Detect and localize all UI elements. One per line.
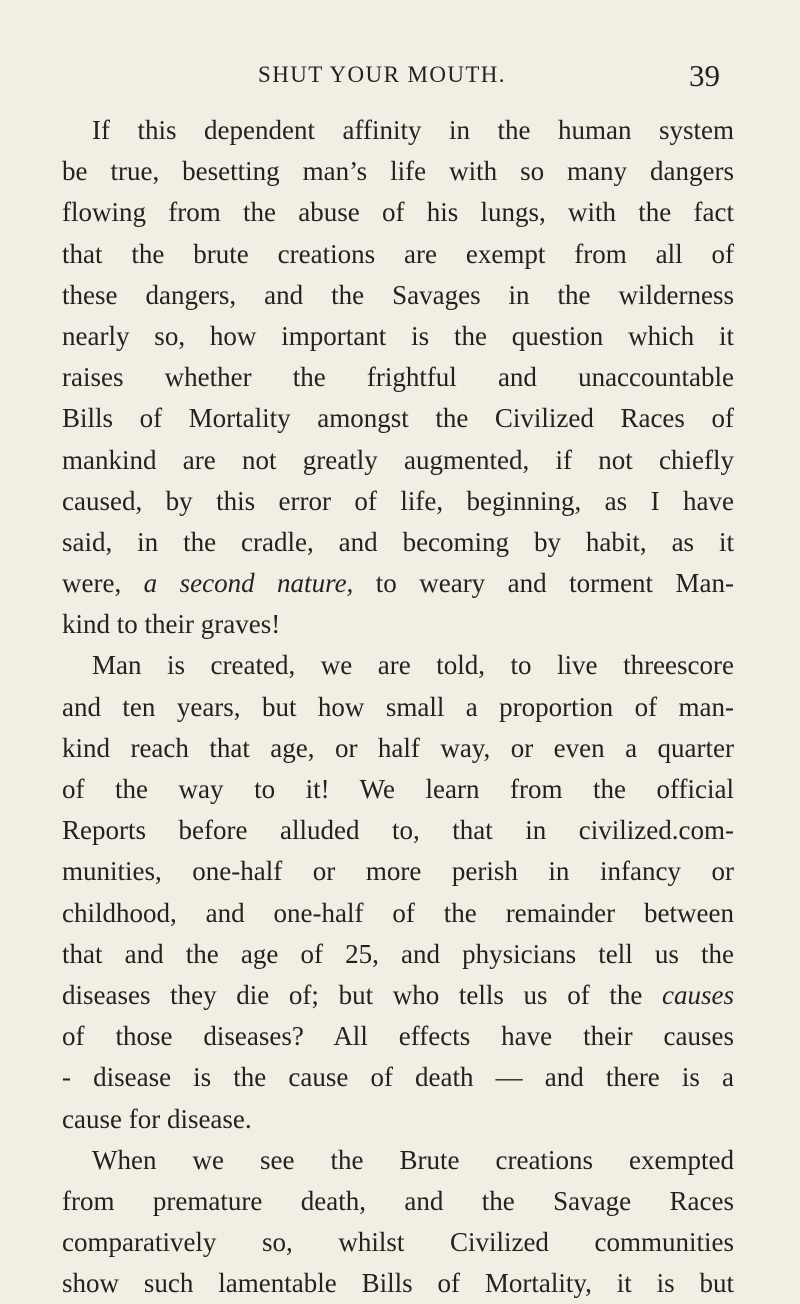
text-line-content: Man is created, we are told, to live threescore — [92, 650, 734, 681]
text-line-content: said, in the cradle, and becoming by habit, as it — [62, 526, 734, 557]
body-text — [62, 110, 734, 1304]
text-line-content: caused, by this error of life, beginning, as I have — [62, 485, 734, 516]
italic-phrase: a second nature, — [143, 568, 354, 599]
text-line — [62, 192, 734, 233]
page-number: 39 — [689, 58, 720, 93]
text-line-content: raises whether the frightful and unaccountable — [62, 362, 734, 393]
text-line-content: of those diseases? All effects have their causes — [62, 1021, 734, 1052]
text-line-content: mankind are not greatly augmented, if not chiefly — [62, 444, 734, 475]
text-line-content: kind reach that age, or half way, or even a quarter — [62, 732, 734, 763]
text-line — [62, 275, 734, 316]
text-line-content: cause for disease. — [62, 1103, 252, 1134]
text-line-content: munities, one-half or more perish in infancy or — [62, 856, 734, 887]
text-line — [62, 398, 734, 439]
text-line — [62, 687, 734, 728]
text-line-content: these dangers, and the Savages in the wilderness — [62, 279, 734, 310]
text-line-content: If this dependent affinity in the human system — [92, 115, 734, 145]
text-line-content: be true, besetting man’s life with so many dangers — [62, 156, 734, 187]
text-line-content: that and the age of 25, and physicians tell us the — [62, 938, 734, 969]
text-line-content: of the way to it! We learn from the official — [62, 774, 734, 804]
text-line — [62, 1181, 734, 1222]
text-line — [62, 1057, 734, 1098]
text-line — [62, 234, 734, 275]
text-line — [62, 316, 734, 357]
text-line — [62, 1099, 734, 1140]
text-line — [62, 728, 734, 769]
text-line — [62, 810, 734, 851]
text-line-content: nearly so, how important is the question which it — [62, 320, 734, 351]
text-line — [62, 357, 734, 398]
text-line-content: kind to their graves! — [62, 609, 281, 640]
text-line-content: When we see the Brute creations exempted — [92, 1144, 734, 1175]
text-line-content: Bills of Mortality amongst the Civilized Races of — [62, 403, 734, 434]
text-line-content: were, — [62, 568, 144, 599]
italic-phrase: causes — [662, 979, 734, 1010]
text-line — [62, 440, 734, 481]
text-line — [62, 1222, 734, 1263]
text-line-content: Reports before alluded to, that in civilized.com- — [62, 815, 734, 846]
running-title: SHUT YOUR MOUTH. — [258, 62, 506, 87]
text-line — [62, 151, 734, 192]
text-line-content: and ten years, but how small a proportion of man- — [62, 691, 734, 722]
text-line — [62, 481, 734, 522]
text-line — [62, 1263, 734, 1304]
text-line-content: diseases they die of; but who tells us of the — [62, 979, 663, 1010]
text-line-content: flowing from the abuse of his lungs, with the fact — [62, 197, 734, 228]
text-line — [62, 1016, 734, 1057]
text-line — [62, 769, 734, 810]
text-line — [62, 604, 734, 645]
text-line — [62, 1140, 734, 1181]
text-line — [62, 934, 734, 975]
text-line — [62, 645, 734, 686]
text-line — [62, 563, 734, 604]
text-line — [62, 893, 734, 934]
text-line — [62, 522, 734, 563]
text-line-content: from premature death, and the Savage Races — [62, 1185, 734, 1216]
text-line-content: that the brute creations are exempt from all of — [62, 238, 734, 269]
text-line — [62, 110, 734, 151]
text-line — [62, 851, 734, 892]
text-line — [62, 975, 734, 1016]
text-line-content: to weary and torment Man- — [353, 568, 735, 599]
text-line-content: - disease is the cause of death — and there is a — [62, 1062, 734, 1093]
text-line-content: show such lamentable Bills of Mortality, it is but — [62, 1268, 734, 1299]
text-line-content: childhood, and one-half of the remainder between — [62, 897, 734, 928]
page-header — [0, 58, 800, 98]
text-line-content: comparatively so, whilst Civilized communities — [62, 1227, 734, 1258]
